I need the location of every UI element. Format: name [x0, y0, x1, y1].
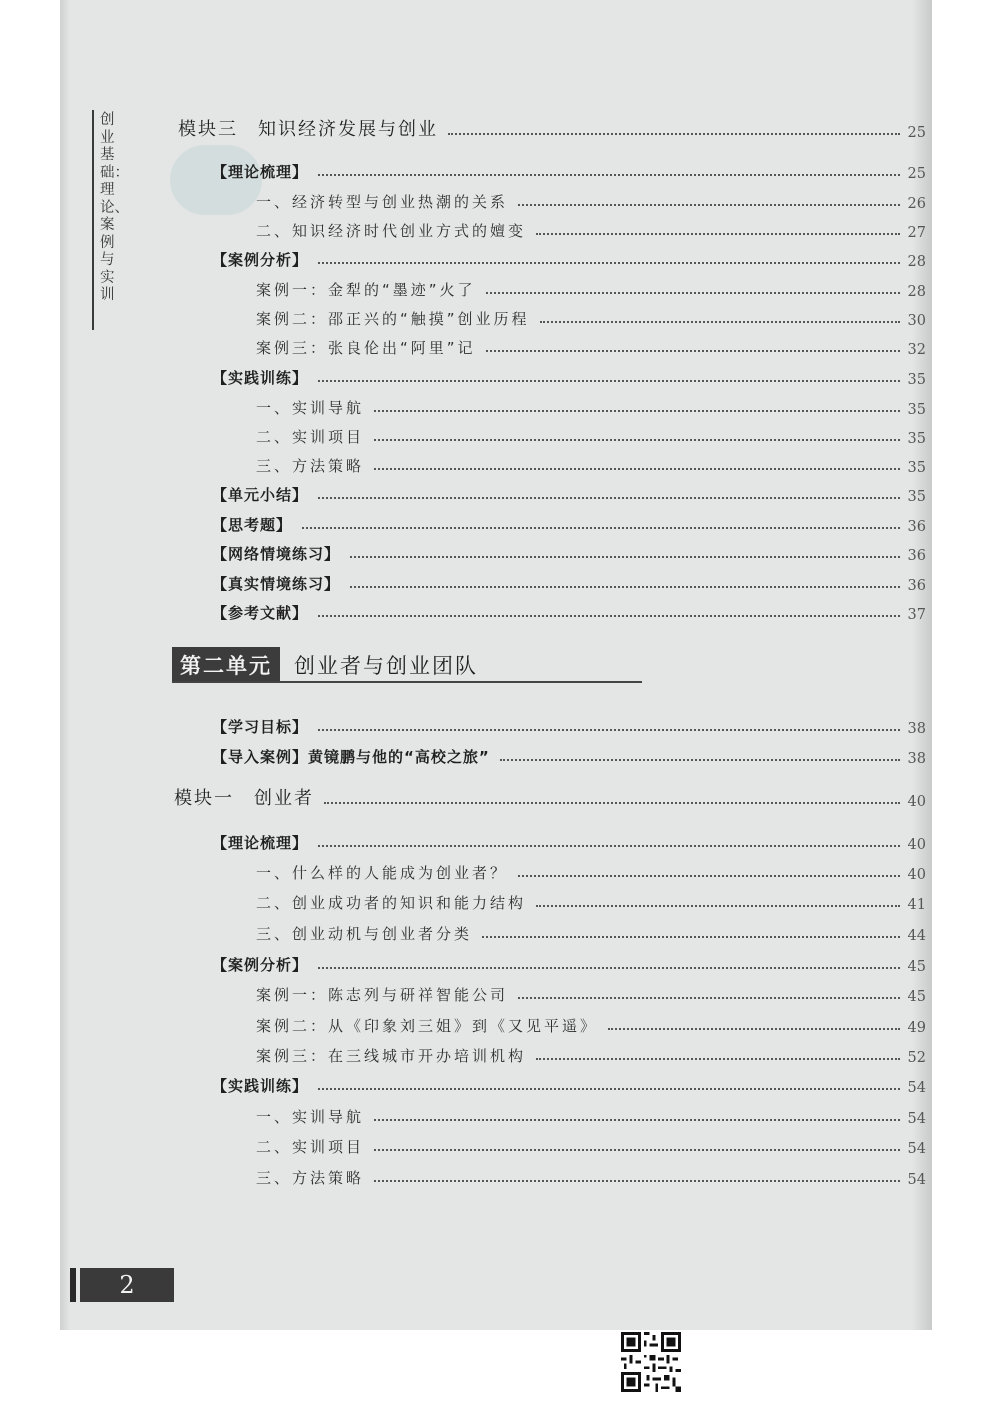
toc-section[interactable] — [212, 246, 926, 270]
toc-section[interactable] — [212, 158, 926, 182]
toc-page: 54 — [907, 1080, 926, 1096]
leader-dots — [518, 997, 900, 999]
toc-page: 25 — [907, 125, 926, 141]
toc-page: 54 — [907, 1172, 926, 1188]
toc-section[interactable] — [212, 1072, 926, 1096]
toc-page: 27 — [907, 225, 926, 241]
toc-title: 【学习目标】 — [212, 718, 309, 736]
toc-item[interactable] — [256, 981, 926, 1005]
toc-item[interactable] — [256, 1133, 926, 1157]
page-number-bar — [70, 1268, 76, 1302]
toc-title: 案例二：从《印象刘三姐》到《又见平遥》 — [256, 1017, 599, 1035]
leader-dots — [374, 439, 900, 441]
leader-dots — [536, 905, 900, 907]
toc-title: 【案例分析】 — [212, 956, 309, 974]
toc-item[interactable] — [256, 920, 926, 944]
leader-dots — [608, 1028, 900, 1030]
toc-title: 二、实训项目 — [256, 1138, 365, 1156]
toc-item[interactable] — [256, 217, 926, 241]
toc-page: 36 — [907, 519, 926, 535]
leader-dots — [350, 586, 900, 588]
toc-module-heading[interactable] — [174, 786, 926, 810]
toc-title: 一、经济转型与创业热潮的关系 — [256, 193, 509, 211]
toc-title: 一、什么样的人能成为创业者？ — [256, 864, 509, 882]
unit-title: 创业者与创业团队 — [294, 654, 478, 678]
toc-item[interactable] — [256, 334, 926, 358]
toc-item[interactable] — [256, 423, 926, 447]
page-shadow-left — [60, 0, 70, 1330]
toc-title: 【理论梳理】 — [212, 163, 309, 181]
toc-title: 二、实训项目 — [256, 428, 365, 446]
toc-section[interactable] — [212, 743, 926, 767]
toc-page: 36 — [907, 578, 926, 594]
toc-title: 【思考题】 — [212, 516, 293, 534]
toc-item[interactable] — [256, 859, 926, 883]
leader-dots — [374, 468, 900, 470]
toc-title: 二、创业成功者的知识和能力结构 — [256, 894, 527, 912]
toc-title: 一、实训导航 — [256, 399, 365, 417]
toc-title: 模块一 创业者 — [174, 788, 314, 809]
leader-dots — [318, 380, 900, 382]
leader-dots — [518, 204, 900, 206]
toc-title: 一、实训导航 — [256, 1108, 365, 1126]
running-head: 创业基础：理论、案例与实训 — [100, 112, 129, 303]
toc-page: 40 — [907, 837, 926, 853]
toc-page: 25 — [907, 166, 926, 182]
toc-section[interactable] — [212, 570, 926, 594]
qr-code-icon — [621, 1332, 681, 1392]
toc-section[interactable] — [212, 364, 926, 388]
toc-title: 【导入案例】黄镜鹏与他的“高校之旅” — [212, 748, 490, 766]
leader-dots — [318, 174, 900, 176]
toc-title: 案例一：金犁的“墨迹”火了 — [256, 281, 476, 299]
leader-dots — [518, 875, 900, 877]
leader-dots — [500, 759, 900, 761]
unit-heading[interactable] — [172, 648, 478, 682]
leader-dots — [374, 1180, 900, 1182]
toc-item[interactable] — [256, 452, 926, 476]
toc-module-heading[interactable] — [178, 117, 926, 141]
toc-page: 30 — [907, 313, 926, 329]
toc-page: 38 — [907, 721, 926, 737]
leader-dots — [318, 615, 900, 617]
toc-title: 模块三 知识经济发展与创业 — [178, 119, 438, 140]
toc-section[interactable] — [212, 713, 926, 737]
leader-dots — [482, 936, 900, 938]
toc-title: 【真实情境练习】 — [212, 575, 341, 593]
toc-page: 26 — [907, 196, 926, 212]
leader-dots — [350, 556, 900, 558]
toc-item[interactable] — [256, 1042, 926, 1066]
toc-section[interactable] — [212, 540, 926, 564]
toc-page: 35 — [907, 460, 926, 476]
toc-item[interactable] — [256, 889, 926, 913]
leader-dots — [324, 802, 900, 804]
toc-title: 案例二：邵正兴的“触摸”创业历程 — [256, 310, 530, 328]
leader-dots — [536, 1058, 900, 1060]
toc-section[interactable] — [212, 829, 926, 853]
toc-item[interactable] — [256, 1012, 926, 1036]
leader-dots — [318, 1088, 900, 1090]
toc-section[interactable] — [212, 951, 926, 975]
leader-dots — [486, 292, 900, 294]
toc-title: 二、知识经济时代创业方式的嬗变 — [256, 222, 527, 240]
toc-item[interactable] — [256, 1103, 926, 1127]
leader-dots — [318, 845, 900, 847]
toc-page: 45 — [907, 959, 926, 975]
toc-title: 案例三：在三线城市开办培训机构 — [256, 1047, 527, 1065]
toc-page: 35 — [907, 489, 926, 505]
toc-page: 36 — [907, 548, 926, 564]
toc-item[interactable] — [256, 305, 926, 329]
toc-page: 35 — [907, 431, 926, 447]
toc-page: 49 — [907, 1020, 926, 1036]
toc-title: 案例一：陈志列与研祥智能公司 — [256, 986, 509, 1004]
toc-item[interactable] — [256, 188, 926, 212]
toc-item[interactable] — [256, 394, 926, 418]
leader-dots — [374, 1149, 900, 1151]
toc-title: 【参考文献】 — [212, 604, 309, 622]
toc-page: 44 — [907, 928, 926, 944]
leader-dots — [536, 233, 900, 235]
toc-page: 32 — [907, 342, 926, 358]
leader-dots — [486, 350, 900, 352]
toc-title: 三、方法策略 — [256, 1169, 365, 1187]
toc-page: 28 — [907, 284, 926, 300]
toc-title: 案例三：张良伦出“阿里”记 — [256, 339, 476, 357]
toc-section[interactable] — [212, 599, 926, 623]
leader-dots — [540, 321, 900, 323]
toc-item[interactable] — [256, 276, 926, 300]
toc-section[interactable] — [212, 511, 926, 535]
spine-rule — [92, 110, 94, 330]
page-number: 2 — [80, 1268, 174, 1302]
unit-label: 第二单元 — [172, 647, 280, 683]
toc-title: 【实践训练】 — [212, 369, 309, 387]
leader-dots — [318, 497, 900, 499]
leader-dots — [302, 527, 900, 529]
toc-title: 【单元小结】 — [212, 486, 309, 504]
leader-dots — [374, 410, 900, 412]
leader-dots — [374, 1119, 900, 1121]
toc-page: 28 — [907, 254, 926, 270]
unit-rule — [172, 681, 642, 683]
toc-page: 54 — [907, 1111, 926, 1127]
toc-title: 三、方法策略 — [256, 457, 365, 475]
toc-title: 【网络情境练习】 — [212, 545, 341, 563]
toc-page: 38 — [907, 751, 926, 767]
toc-page: 35 — [907, 372, 926, 388]
toc-page: 54 — [907, 1141, 926, 1157]
leader-dots — [318, 967, 900, 969]
toc-page: 37 — [907, 607, 926, 623]
toc-item[interactable] — [256, 1164, 926, 1188]
toc-page: 35 — [907, 402, 926, 418]
toc-title: 三、创业动机与创业者分类 — [256, 925, 473, 943]
leader-dots — [318, 729, 900, 731]
toc-page: 45 — [907, 989, 926, 1005]
toc-page: 40 — [907, 867, 926, 883]
toc-page: 52 — [907, 1050, 926, 1066]
toc-page: 41 — [907, 897, 926, 913]
toc-title: 【案例分析】 — [212, 251, 309, 269]
toc-title: 【理论梳理】 — [212, 834, 309, 852]
toc-section[interactable] — [212, 481, 926, 505]
leader-dots — [318, 262, 900, 264]
toc-title: 【实践训练】 — [212, 1077, 309, 1095]
leader-dots — [448, 133, 900, 135]
toc-page: 40 — [907, 794, 926, 810]
